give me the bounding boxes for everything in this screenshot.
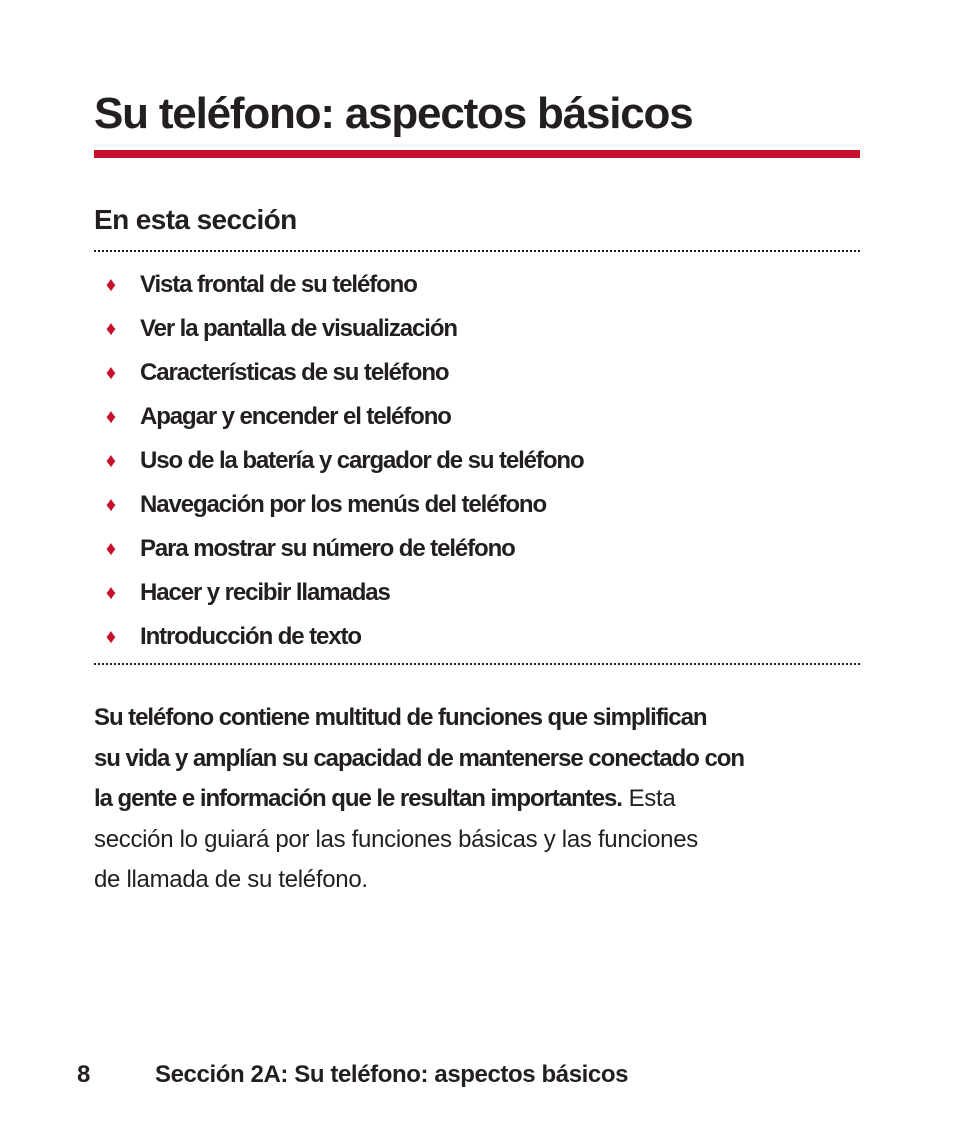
list-item	[94, 571, 584, 615]
page-title: Su teléfono: aspectos básicos	[94, 89, 693, 138]
page-footer	[77, 1061, 628, 1089]
intro-bold-line: Su teléfono contiene multitud de funciones que simplifican	[94, 704, 707, 731]
diamond-bullet-icon: ♦	[105, 450, 117, 472]
intro-mixed-line	[94, 779, 814, 820]
intro-paragraph	[94, 698, 814, 901]
list-item	[94, 615, 584, 659]
intro-regular-text: Esta	[628, 785, 676, 812]
list-item	[94, 263, 584, 307]
diamond-bullet-icon: ♦	[105, 274, 117, 296]
list-item-label: Uso de la batería y cargador de su teléfono	[140, 447, 584, 474]
list-item	[94, 439, 584, 483]
intro-bold-line: su vida y amplían su capacidad de mantenerse conectado con	[94, 744, 745, 772]
section-heading: En esta sección	[94, 204, 297, 235]
list-item	[94, 351, 584, 395]
title-underline	[94, 150, 860, 158]
list-item	[94, 483, 584, 527]
list-item-label: Apagar y encender el teléfono	[140, 403, 451, 430]
diamond-bullet-icon: ♦	[105, 538, 117, 560]
list-item-label: Ver la pantalla de visualización	[140, 315, 457, 342]
page-number: 8	[77, 1061, 90, 1088]
list-item-label: Vista frontal de su teléfono	[140, 271, 417, 298]
list-item-label: Navegación por los menús del teléfono	[140, 491, 547, 518]
list-item	[94, 395, 584, 439]
list-item	[94, 307, 584, 351]
dotted-divider-bottom	[94, 663, 860, 665]
footer-section-label: Sección 2A: Su teléfono: aspectos básicos	[155, 1061, 629, 1088]
list-item-label: Para mostrar su número de teléfono	[140, 535, 515, 562]
intro-regular-line: sección lo guiará por las funciones básicas y las funciones	[94, 825, 698, 853]
list-item-label: Hacer y recibir llamadas	[140, 579, 390, 606]
diamond-bullet-icon: ♦	[105, 406, 117, 428]
diamond-bullet-icon: ♦	[105, 318, 117, 340]
diamond-bullet-icon: ♦	[105, 362, 117, 384]
section-contents-list	[94, 263, 584, 659]
intro-bold-line: la gente e información que le resultan importantes.	[94, 785, 622, 812]
list-item	[94, 527, 584, 571]
list-item-label: Características de su teléfono	[140, 359, 449, 386]
dotted-divider-top	[94, 250, 860, 252]
diamond-bullet-icon: ♦	[105, 582, 117, 604]
list-item-label: Introducción de texto	[140, 623, 361, 650]
diamond-bullet-icon: ♦	[105, 626, 117, 648]
diamond-bullet-icon: ♦	[105, 494, 117, 516]
intro-regular-line: de llamada de su teléfono.	[94, 866, 368, 893]
